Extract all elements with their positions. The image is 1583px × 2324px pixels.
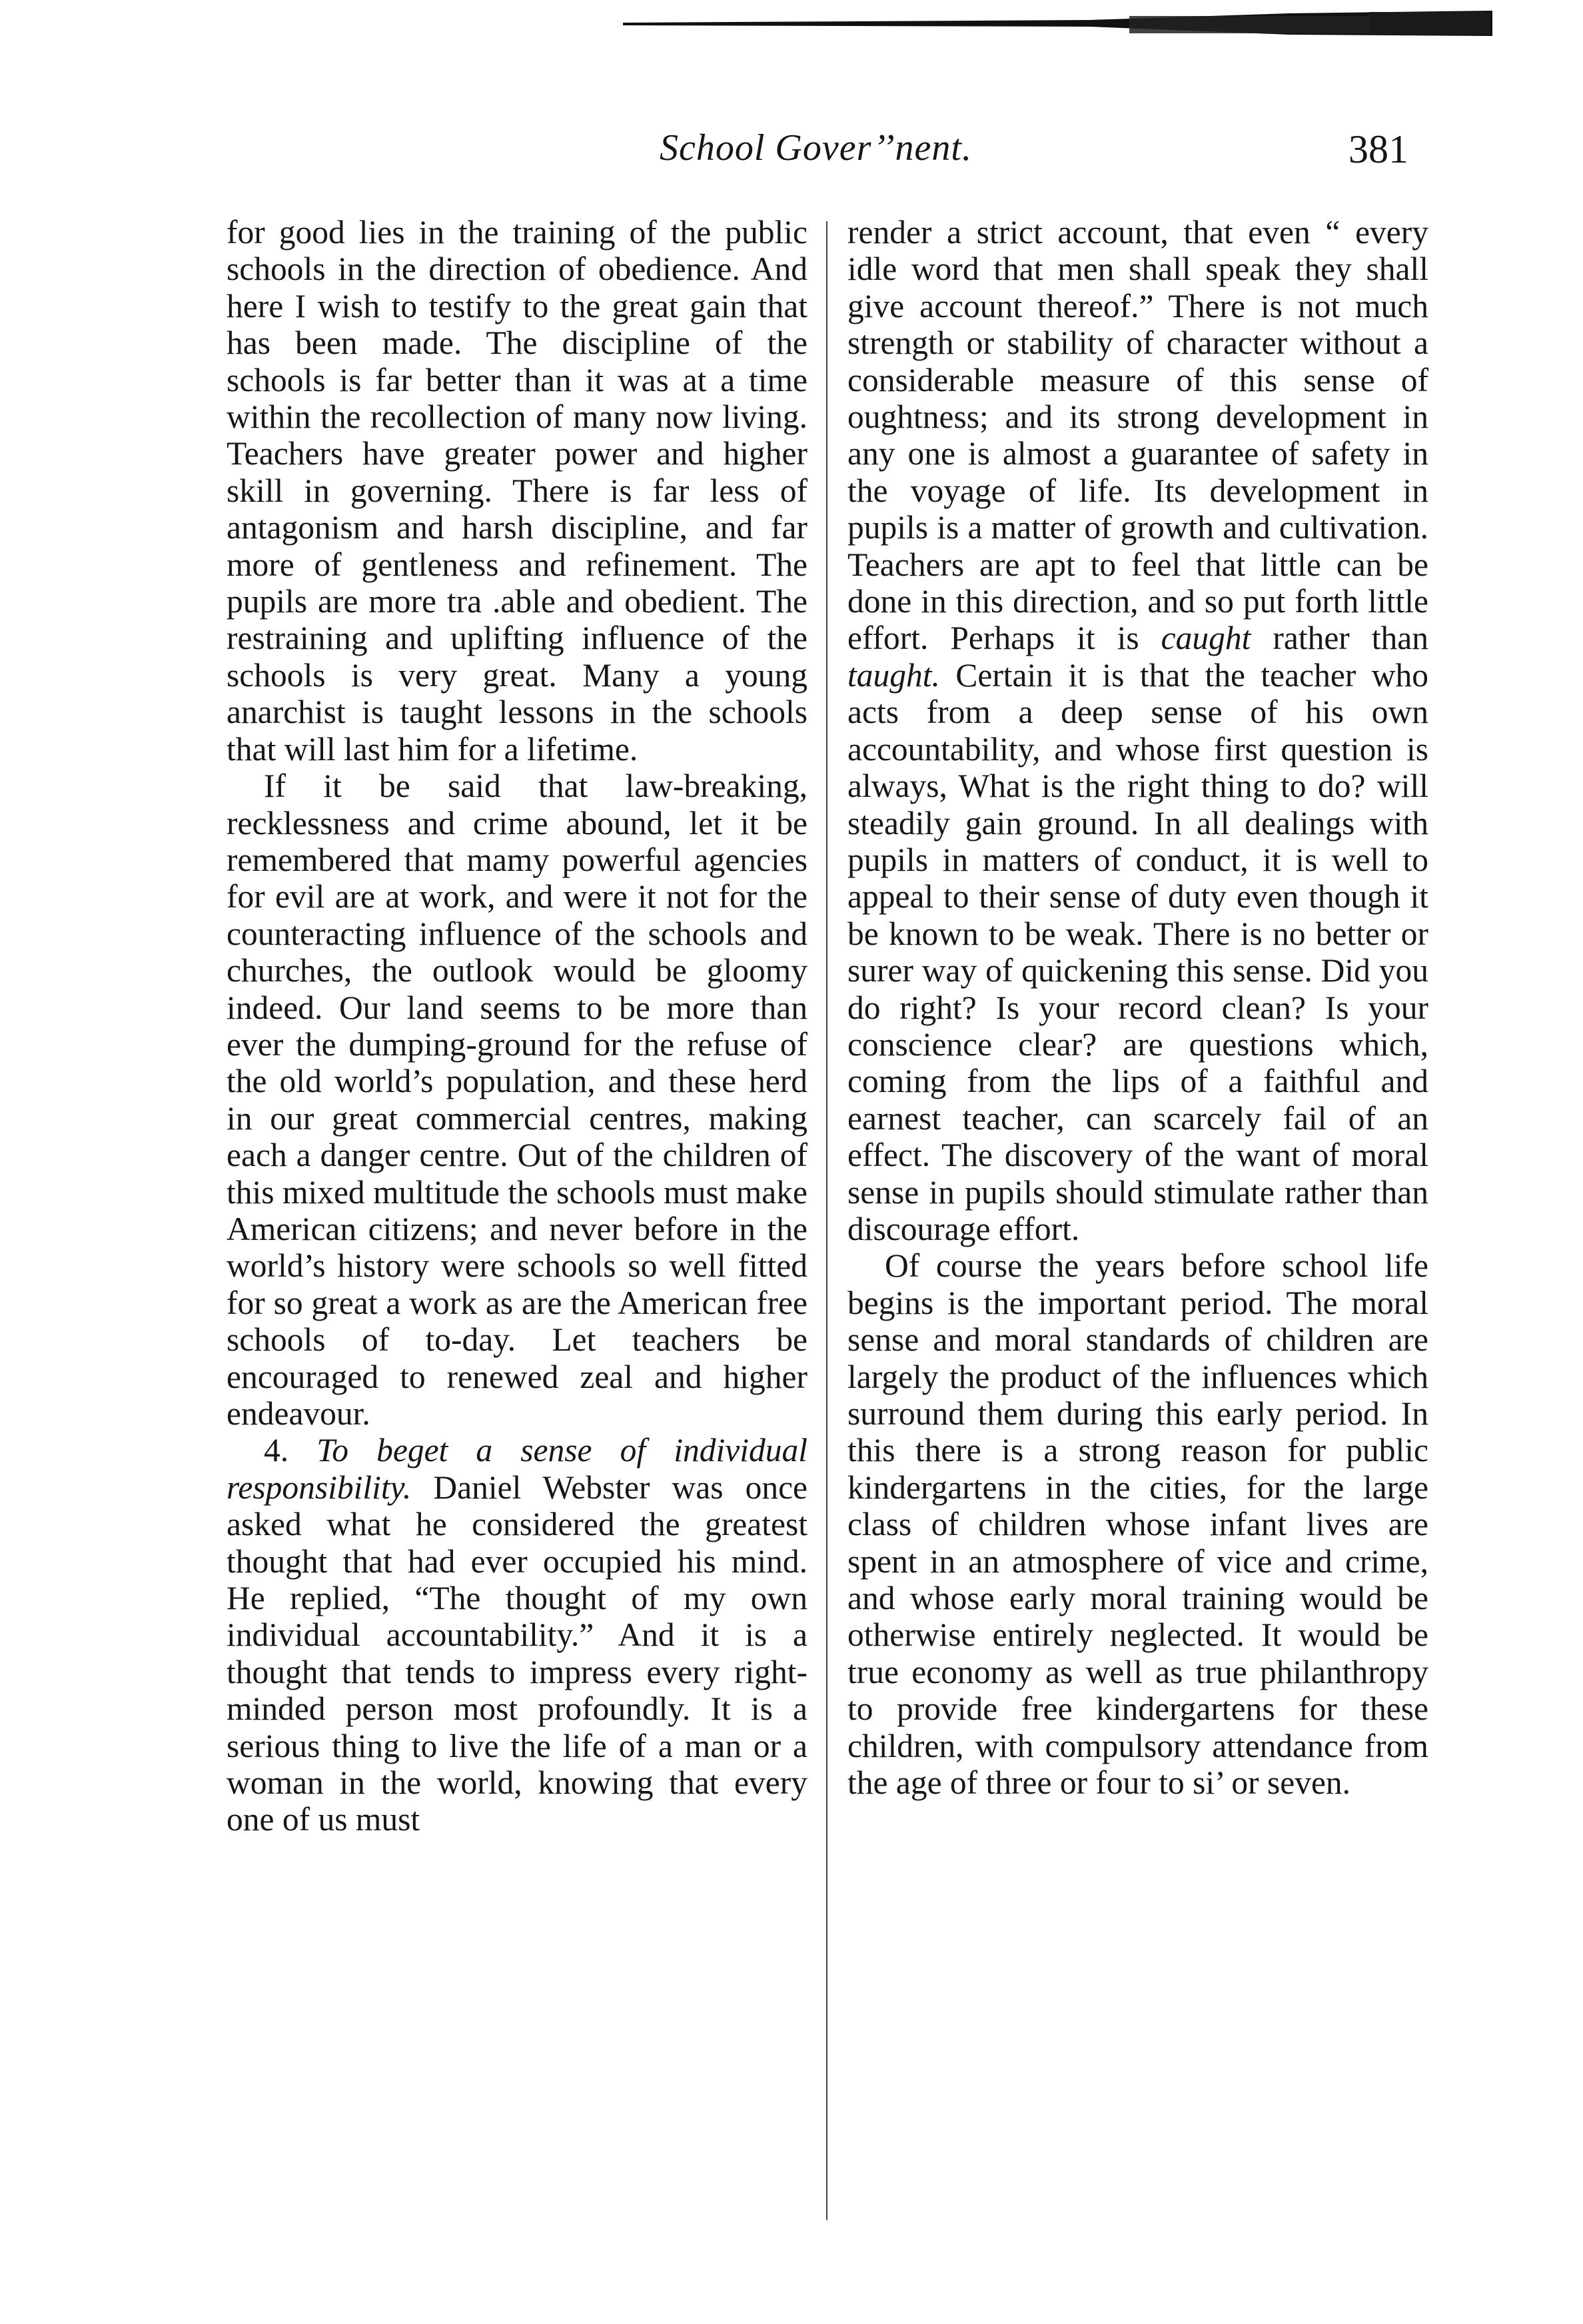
section-heading: To beget a sense of individual responsibility. <box>227 1432 807 1506</box>
page-header <box>0 127 1583 187</box>
left-paragraph-3 <box>227 1432 807 1838</box>
right-paragraph-1 <box>847 214 1428 1247</box>
section-number: 4. <box>264 1432 289 1469</box>
section-body: Daniel Webster was once asked what he considered the greatest thought that had ever occupied his mind. He replied, “The thought of my own individual accountability.” And it is a thought that tends to impress every right-minded person most profoundly. It is a serious thing to live the life of a man or a woman in the world, knowing that every one of us must <box>227 1468 808 1838</box>
taught-italic: taught. <box>847 656 940 694</box>
right-paragraph-1-text-b: Certain it is that the teacher who acts from a deep sense of his own accountability, and whose first question is always, What is the right thing to do? will steadily gain ground. In all dealings with pupils in matters of conduct, it is well to appeal to their sense of duty even though it be known to be weak. There is no better or surer way of quickening this sense. Did you do right? Is your record clean? Is your conscience clear? are questions which, coming from the lips of a faithful and earnest teacher, can scarcely fail of an effect. The discovery of the want of moral sense in pupils should stimulate rather than discourage effort. <box>847 656 1428 1247</box>
left-column <box>227 214 807 1838</box>
right-column <box>847 214 1428 1801</box>
caught-italic: caught <box>1161 620 1251 657</box>
left-paragraph-2: If it be said that law-breaking, recklessness and crime abound, let it be remembered that mamy powerful agencies for evil are at work, and were it not for the counteracting influence of the schools and churches, the outlook would be gloomy indeed. Our land seems to be more than ever the dumping-ground for the refuse of the old world’s population, and these herd in our great commercial centres, making each a danger centre. Out of the children of this mixed multitude the schools must make American citizens; and never before in the world’s history were schools so well fitted for so great a work as are the American free schools of to-day. Let teachers be encouraged to renewed zeal and higher endeavour. <box>227 768 807 1432</box>
left-paragraph-1: for good lies in the training of the public schools in the direction of obedience. And here I wish to testify to the great gain that has been made. The discipline of the schools is far better than it was at a time within the recollection of many now living. Teachers have greater power and higher skill in governing. There is far less of antagonism and harsh discipline, and far more of gentleness and refinement. The pupils are more tra .able and obedient. The restraining and uplifting influence of the schools is very great. Many a young anarchist is taught lessons in the schools that will last him for a lifetime. <box>227 214 807 768</box>
top-rule <box>623 11 1492 37</box>
right-paragraph-1-text-a: render a strict account, that even “ every idle word that men shall speak they shall give account thereof.” There is not much strength or stability of character without a considerable measure of this sense of oughtness; and its strong development in any one is almost a guarantee of safety in the voyage of life. Its development in pupils is a matter of growth and cultivation. Teachers are apt to feel that little can be done in this direction, and so put forth little effort. Perhaps it is <box>847 214 1428 657</box>
rather-than-text: rather than <box>1273 620 1429 657</box>
column-divider <box>826 221 827 2220</box>
page-number: 381 <box>1348 127 1408 171</box>
right-paragraph-2: Of course the years before school life begins is the important period. The moral sense and moral standards of children are largely the product of the influences which surround them during this early period. In this there is a strong reason for public kindergartens in the cities, for the large class of children whose infant lives are spent in an atmosphere of vice and crime, and whose early moral training would be otherwise entirely neglected. It would be true economy as well as true philanthropy to provide free kindergartens for these children, with compulsory attendance from the age of three or four to si’ or seven. <box>847 1247 1428 1802</box>
running-title: School Gover’’nent. <box>660 127 972 169</box>
